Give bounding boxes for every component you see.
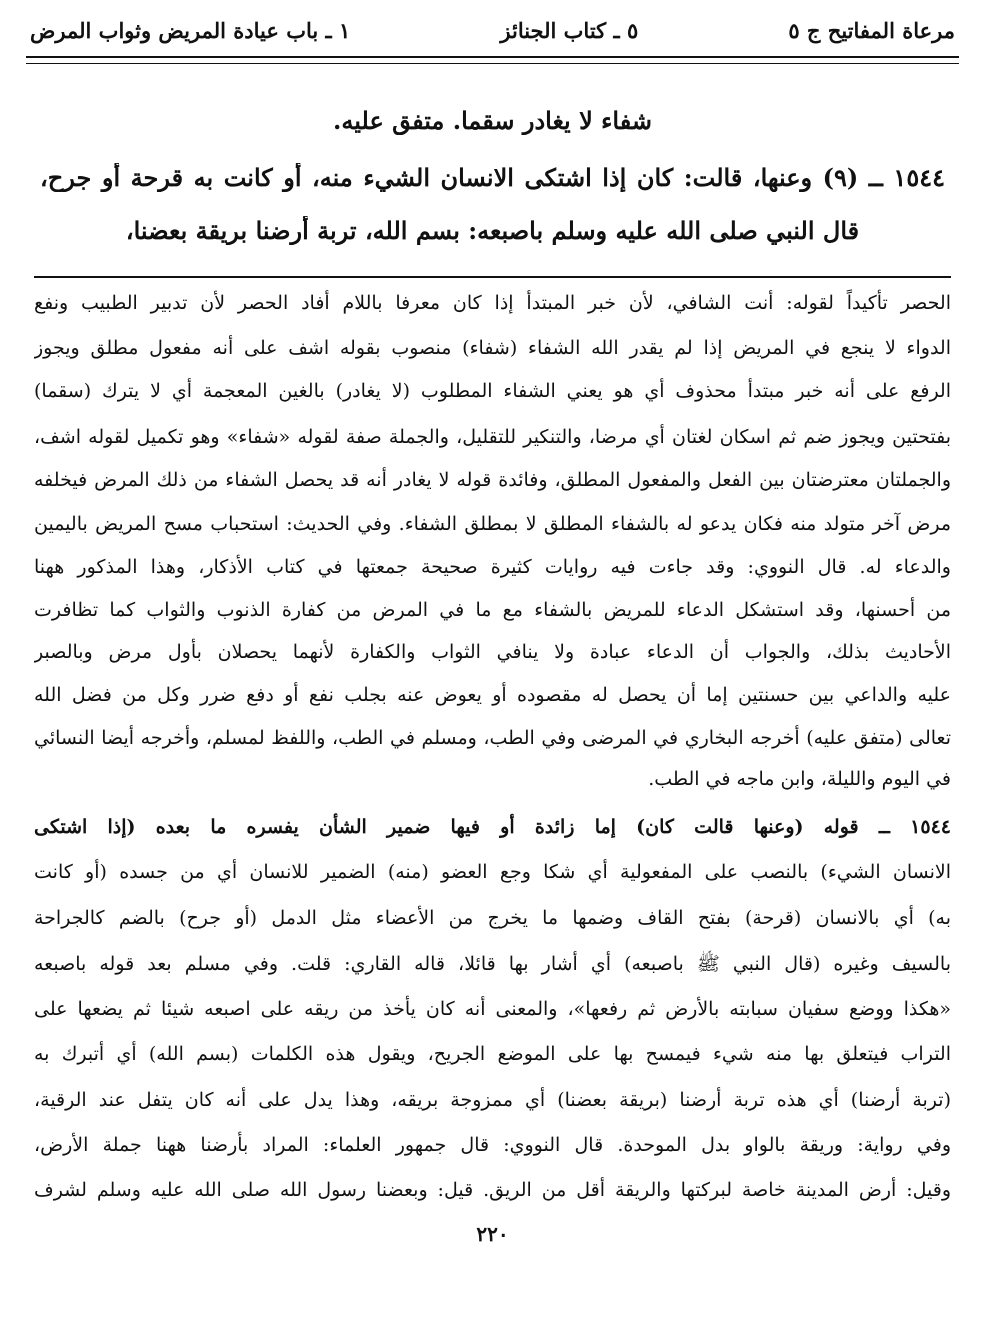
commentary-line: وفي رواية: وريقة بالواو بدل الموحدة. قال النووي: قال جمهور العلماء: المراد بأرضنا ههنا جملة الأرض، bbox=[34, 1134, 951, 1156]
commentary-line: من أحسنها، وقد استشكل الدعاء للمريض بالشفاء مع ما في المرض من كفارة الذنوب والثواب كما تظافرت bbox=[34, 599, 951, 621]
page-number: ٢٢٠ bbox=[476, 1222, 509, 1246]
commentary-line: الانسان الشيء) بالنصب على المفعولية أي شكا وجع العضو (منه) الضمير للانسان أي من جسده (أو كانت bbox=[34, 861, 951, 883]
commentary-line: والدعاء له. قال النووي: وقد جاءت فيه روايات كثيرة صحيحة جمعتها في كتاب الأذكار، وهذا المذكور ههنا bbox=[34, 556, 951, 578]
header-section-title: ١ ـ باب عيادة المريض وثواب المرض bbox=[30, 17, 351, 43]
hadith-text-line: ١٥٤٤ ــ (٩) وعنها، قالت: كان إذا اشتكى الانسان الشيء منه، أو كانت به قرحة أو جرح، bbox=[40, 163, 945, 192]
header-chapter-title: ٥ ـ كتاب الجنائز bbox=[500, 17, 639, 43]
commentary-line: عليه والداعي بين حسنتين إما أن يحصل له مقصوده أو يعوض عنه بجلب نفع أو دفع ضرر وكل من فضل الله bbox=[34, 684, 951, 706]
commentary-line: به) أي بالانسان (قرحة) بفتح القاف وضمها ما يخرج من الأعضاء مثل الدمل (أو جرح) بالضم كالجراحة bbox=[34, 907, 951, 929]
commentary-line: بفتحتين ويجوز ضم ثم اسكان لغتان أي مرضا، والتنكير للتقليل، والجملة صفة لقوله «شفاء» وهو تكميل لقوله اشف، bbox=[34, 426, 951, 448]
hadith-text-line: قال النبي صلى الله عليه وسلم باصبعه: بسم الله، تربة أرضنا بريقة بعضنا، bbox=[125, 216, 860, 245]
commentary-line: بالسيف وغيره (قال النبي ﷺ باصبعه) أي أشار بها قائلا، قاله القاري: قلت. وفي مسلم بعد قوله باصبعه bbox=[34, 953, 951, 975]
commentary-line: والجملتان معترضتان بين الفعل والمفعول المطلق، وفائدة قوله لا يغادر أنه قد يحصل الشفاء من ذلك المرض فيخلفه bbox=[34, 469, 951, 491]
commentary-line: تعالى (متفق عليه) أخرجه البخاري في المرضى وفي الطب، ومسلم في الطب، واللفظ لمسلم، وأخرجه أيضا النسائي bbox=[34, 727, 951, 749]
header-book-title: مرعاة المفاتيح ج ٥ bbox=[788, 17, 955, 43]
header-divider bbox=[26, 56, 959, 64]
commentary-line: الأحاديث بذلك، والجواب أن الدعاء عبادة ولا ينافي الثواب والكفارة لأنهما يحصلان بأول مرض وبالصبر bbox=[34, 641, 951, 663]
running-header bbox=[30, 8, 955, 52]
commentary-line: ١٥٤٤ ــ قوله (وعنها قالت كان) إما زائدة أو فيها ضمير الشأن يفسره ما بعده (إذا اشتكى bbox=[34, 816, 951, 838]
commentary-line: الدواء لا ينجع في المريض إذا لم يقدر الله الشفاء (شفاء) منصوب بقوله اشف على أنه مفعول مطلق ويجوز bbox=[34, 337, 951, 359]
commentary-line: الحصر تأكيداً لقوله: أنت الشافي، لأن خبر المبتدأ إذا كان معرفا باللام أفاد الحصر لأن تدبير الطبيب ونفع bbox=[34, 292, 951, 314]
commentary-divider bbox=[34, 276, 951, 278]
commentary-line: الرفع على أنه خبر مبتدأ محذوف أي هو يعني الشفاء المطلوب (لا يغادر) بالغين المعجمة أي لا يترك (سقما) bbox=[34, 380, 951, 402]
commentary-line: مرض آخر متولد منه فكان يدعو له بالشفاء المطلق لا بمطلق الشفاء. وفي الحديث: استحباب مسح المريض باليمين bbox=[34, 513, 951, 535]
commentary-line: في اليوم والليلة، وابن ماجه في الطب. bbox=[648, 768, 951, 790]
commentary-line: «هكذا ووضع سفيان سبابته بالأرض ثم رفعها»، والمعنى أنه كان يأخذ من ريقه على اصبعه شيئا ثم يضعها على bbox=[34, 998, 951, 1020]
commentary-line: وقيل: أرض المدينة خاصة لبركتها والريقة أقل من الريق. قيل: وبعضنا رسول الله صلى الله عليه وسلم لشرف bbox=[34, 1179, 951, 1201]
hadith-text-line: شفاء لا يغادر سقما. متفق عليه. bbox=[333, 106, 652, 135]
commentary-line: التراب فيتعلق بها منه شيء فيمسح بها على الموضع الجريح، ويقول هذه الكلمات (بسم الله) أي أتبرك به bbox=[34, 1043, 951, 1065]
commentary-line: (تربة أرضنا) أي هذه تربة أرضنا (بريقة بعضنا) أي ممزوجة بريقه، وهذا يدل على أنه كان يتفل عند الرقية، bbox=[34, 1089, 951, 1111]
